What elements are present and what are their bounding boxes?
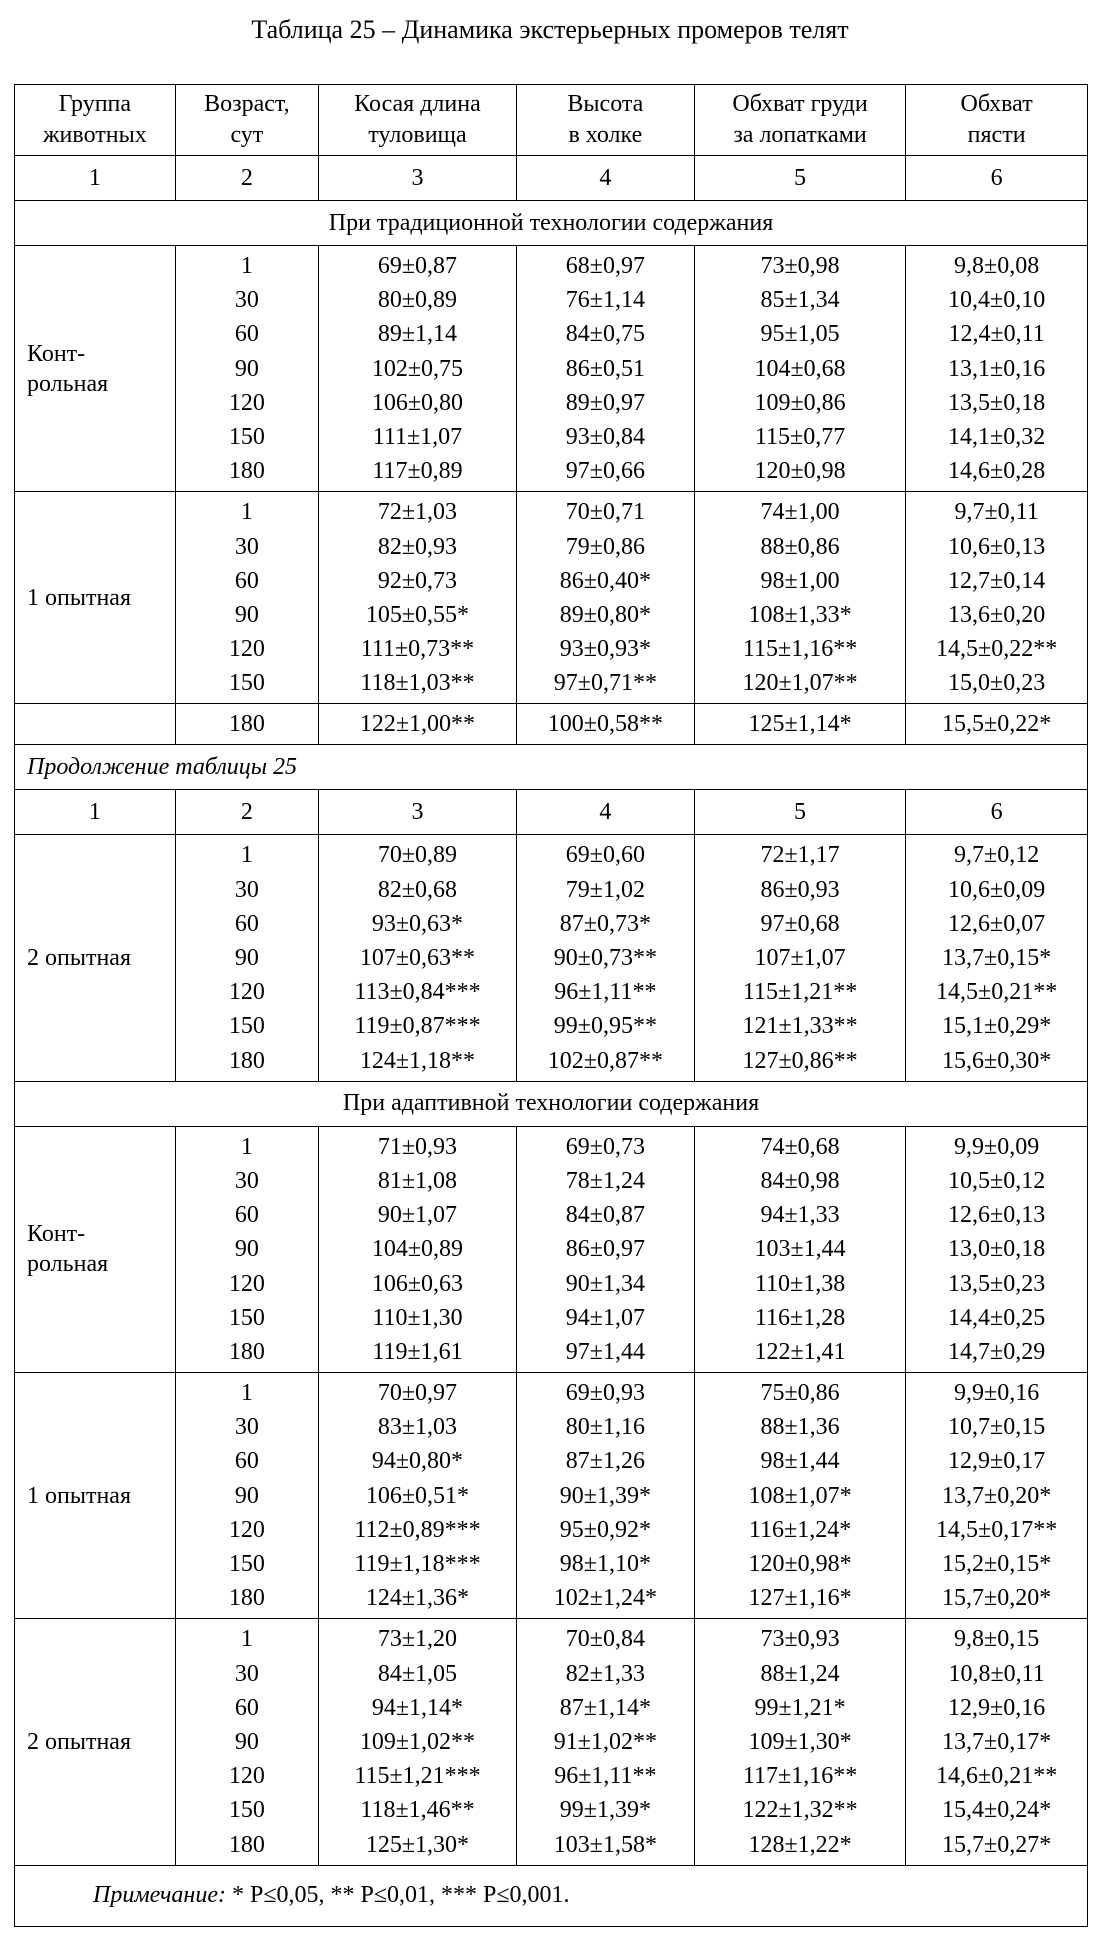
age-value: 180 <box>228 1831 265 1858</box>
measure-value: 128±1,22* <box>748 1831 852 1858</box>
measure-value: 104±0,89 <box>371 1236 464 1263</box>
measure-value: 124±1,18** <box>359 1047 476 1074</box>
measure-value: 115±1,21** <box>742 979 858 1006</box>
measure-value: 83±1,03 <box>377 1414 458 1441</box>
measure-value: 108±1,07* <box>748 1482 852 1509</box>
section-row-traditional <box>15 201 1088 246</box>
measure-value: 98±1,00 <box>760 567 840 594</box>
value-cell <box>319 1373 517 1619</box>
group-name-cell <box>15 1619 176 1865</box>
measure-value: 110±1,38 <box>754 1270 846 1297</box>
measure-value: 13,5±0,18 <box>948 389 1046 416</box>
value-cell <box>906 246 1088 492</box>
column-number: 1 <box>15 156 176 201</box>
measure-value: 13,7±0,15* <box>942 945 1052 971</box>
measure-value: 89±0,97 <box>565 389 645 416</box>
measure-value: 94±1,33 <box>760 1202 840 1229</box>
age-value: 30 <box>234 287 259 314</box>
measure-value: 73±0,93 <box>760 1626 840 1653</box>
header-cell: Косая длина туловища <box>319 85 517 156</box>
age-value: 1 <box>240 1380 253 1407</box>
column-number: 5 <box>694 790 905 835</box>
measure-value: 14,5±0,22** <box>936 636 1058 663</box>
measure-value: 96±1,11** <box>554 1763 657 1790</box>
measure-value: 86±0,40* <box>559 567 651 594</box>
group-label: 1 опытная <box>27 584 131 611</box>
value-cell <box>516 835 694 1081</box>
measure-value: 103±1,58* <box>553 1831 657 1858</box>
measure-value: 93±0,63* <box>371 910 464 937</box>
group-label: 2 опытная <box>27 1729 131 1756</box>
section-row-adaptive <box>15 1081 1088 1126</box>
measure-value: 122±1,41 <box>754 1338 846 1365</box>
group-label: рольная <box>27 370 109 397</box>
measure-value: 69±0,87 <box>377 253 458 279</box>
column-number-row <box>15 156 1088 201</box>
age-value: 120 <box>228 1763 265 1790</box>
measure-value: 109±1,30* <box>748 1728 852 1755</box>
group-label: Конт- <box>27 340 86 367</box>
table-title: Таблица 25 – Динамика экстерьерных промеров телят <box>251 15 849 44</box>
value-cell: 122±1,00** <box>319 704 517 745</box>
measure-value: 119±1,61 <box>372 1338 463 1365</box>
measure-value: 14,5±0,21** <box>936 979 1058 1006</box>
measure-value: 12,9±0,16 <box>948 1694 1046 1721</box>
note-label: Примечание: <box>93 1882 226 1909</box>
measure-value: 70±0,71 <box>565 499 645 526</box>
measurements-table <box>14 84 1088 1927</box>
measure-value: 14,6±0,28 <box>948 458 1046 485</box>
measure-value: 13,7±0,17* <box>942 1728 1052 1755</box>
column-number: 4 <box>516 790 694 835</box>
age-value: 90 <box>234 1236 259 1263</box>
measure-value: 10,6±0,09 <box>948 876 1046 903</box>
measure-value: 82±0,68 <box>377 876 458 903</box>
value-cell <box>319 1126 517 1372</box>
value-cell <box>694 1126 905 1372</box>
age-value: 60 <box>234 1448 259 1475</box>
measure-value: 85±1,34 <box>760 287 840 314</box>
value-cell <box>516 492 694 704</box>
age-cell <box>175 1373 318 1619</box>
measure-value: 87±1,26 <box>565 1448 645 1475</box>
measure-value: 94±0,80* <box>371 1448 464 1475</box>
measure-value: 119±1,18*** <box>354 1551 481 1577</box>
age-value: 180 <box>228 458 265 485</box>
age-value: 1 <box>240 253 253 279</box>
measure-value: 80±1,16 <box>565 1414 645 1441</box>
measure-value: 120±0,98 <box>754 458 846 485</box>
age-value: 60 <box>234 567 259 594</box>
group-label: рольная <box>27 1251 109 1278</box>
age-value: 120 <box>228 389 265 416</box>
measure-value: 74±0,68 <box>760 1133 840 1160</box>
measure-value: 88±1,36 <box>760 1414 840 1441</box>
value-cell <box>694 492 905 704</box>
age-value: 90 <box>234 355 259 382</box>
age-value: 120 <box>228 979 265 1006</box>
measure-value: 9,7±0,11 <box>954 499 1039 526</box>
measure-value: 13,5±0,23 <box>948 1270 1046 1297</box>
group-name-cell <box>15 492 176 704</box>
group-name-cell <box>15 835 176 1081</box>
group-label: Конт- <box>27 1221 86 1248</box>
measure-value: 90±1,07 <box>377 1202 458 1229</box>
measure-value: 120±1,07** <box>742 670 858 697</box>
measure-value: 111±0,73** <box>360 636 475 663</box>
measure-value: 15,0±0,23 <box>948 670 1046 697</box>
column-number: 4 <box>516 156 694 201</box>
section-title: При адаптивной технологии содержания <box>15 1081 1088 1126</box>
age-value: 30 <box>234 1660 259 1687</box>
measure-value: 15,2±0,15* <box>942 1551 1052 1577</box>
group-row <box>15 1126 1088 1372</box>
measure-value: 93±0,93* <box>559 636 651 663</box>
measure-value: 84±0,87 <box>565 1202 645 1229</box>
value-cell <box>516 246 694 492</box>
value-cell <box>906 492 1088 704</box>
measure-value: 89±1,14 <box>377 321 458 348</box>
measure-value: 97±1,44 <box>565 1338 645 1365</box>
age-value: 150 <box>228 1013 265 1040</box>
value-cell <box>319 1619 517 1865</box>
age-value: 60 <box>234 910 259 937</box>
measure-value: 74±1,00 <box>760 499 840 526</box>
measure-value: 69±0,60 <box>565 842 645 869</box>
measure-value: 15,7±0,20* <box>942 1585 1052 1612</box>
header-cell: Обхват груди за лопатками <box>694 85 905 156</box>
age-cell <box>175 246 318 492</box>
measure-value: 117±1,16** <box>742 1763 858 1790</box>
age-value: 30 <box>234 533 259 560</box>
value-cell <box>906 1373 1088 1619</box>
measure-value: 12,4±0,11 <box>948 321 1045 348</box>
value-cell <box>694 1619 905 1865</box>
measure-value: 84±0,75 <box>565 321 645 348</box>
measure-value: 9,8±0,15 <box>954 1626 1040 1653</box>
measure-value: 10,7±0,15 <box>948 1414 1046 1441</box>
age-value: 180 <box>228 1338 265 1365</box>
measure-value: 68±0,97 <box>565 253 645 279</box>
column-number: 3 <box>319 156 517 201</box>
age-value: 60 <box>234 321 259 348</box>
age-value: 150 <box>228 1797 265 1824</box>
age-value: 150 <box>228 423 265 450</box>
measure-value: 10,5±0,12 <box>948 1167 1046 1194</box>
age-value: 120 <box>228 636 265 663</box>
measure-value: 9,9±0,16 <box>954 1380 1040 1407</box>
group-row <box>15 246 1088 492</box>
column-number: 3 <box>319 790 517 835</box>
age-value: 30 <box>234 1414 259 1441</box>
note-cell <box>15 1865 1088 1926</box>
measure-value: 14,7±0,29 <box>948 1338 1046 1365</box>
age-value: 90 <box>234 1728 259 1755</box>
measure-value: 86±0,97 <box>565 1236 645 1263</box>
measure-value: 88±1,24 <box>760 1660 840 1687</box>
value-cell <box>694 835 905 1081</box>
measure-value: 97±0,71** <box>553 670 657 697</box>
group-row <box>15 1619 1088 1865</box>
measure-value: 106±0,63 <box>371 1270 464 1297</box>
value-cell <box>319 246 517 492</box>
group-label: 1 опытная <box>27 1482 131 1509</box>
measure-value: 127±0,86** <box>742 1047 858 1074</box>
measure-value: 75±0,86 <box>760 1380 840 1407</box>
measure-value: 118±1,46** <box>360 1797 475 1824</box>
measure-value: 12,9±0,17 <box>948 1448 1046 1475</box>
measure-value: 12,6±0,07 <box>948 910 1046 937</box>
age-cell <box>175 492 318 704</box>
measure-value: 112±0,89*** <box>354 1516 481 1543</box>
age-value: 30 <box>234 1167 259 1194</box>
group-label: 2 опытная <box>27 945 131 972</box>
value-cell <box>516 1373 694 1619</box>
measure-value: 102±0,75 <box>371 355 464 382</box>
measure-value: 107±0,63** <box>359 945 476 971</box>
age-value: 90 <box>234 945 259 971</box>
measure-value: 72±1,17 <box>760 842 840 869</box>
measure-value: 14,1±0,32 <box>948 423 1046 450</box>
measure-value: 116±1,28 <box>754 1304 846 1331</box>
age-value: 150 <box>228 1304 265 1331</box>
group-row <box>15 1373 1088 1619</box>
measure-value: 98±1,44 <box>760 1448 840 1475</box>
measure-value: 124±1,36* <box>365 1585 470 1612</box>
measure-value: 94±1,07 <box>565 1304 645 1331</box>
measure-value: 15,4±0,24* <box>942 1797 1052 1824</box>
table-row-last <box>15 704 1088 745</box>
measure-value: 99±1,39* <box>559 1797 651 1824</box>
measure-value: 97±0,68 <box>760 910 840 937</box>
group-name-cell <box>15 246 176 492</box>
measure-value: 87±1,14* <box>559 1694 651 1721</box>
measure-value: 120±0,98* <box>748 1551 852 1577</box>
measure-value: 96±1,11** <box>554 979 657 1006</box>
measure-value: 109±0,86 <box>754 389 846 416</box>
age-value: 120 <box>228 1270 265 1297</box>
group-name-cell <box>15 1126 176 1372</box>
column-number: 2 <box>175 156 318 201</box>
value-cell: 100±0,58** <box>516 704 694 745</box>
measure-value: 15,1±0,29* <box>942 1013 1052 1040</box>
measure-value: 89±0,80* <box>559 601 651 628</box>
measure-value: 9,8±0,08 <box>954 253 1040 279</box>
group-name-cell <box>15 1373 176 1619</box>
measure-value: 95±1,05 <box>760 321 840 348</box>
measure-value: 79±0,86 <box>565 533 645 560</box>
value-cell <box>694 246 905 492</box>
group-row <box>15 835 1088 1081</box>
measure-value: 87±0,73* <box>559 910 651 937</box>
measure-value: 111±1,07 <box>372 423 463 450</box>
measure-value: 86±0,51 <box>565 355 645 382</box>
age-cell <box>175 1619 318 1865</box>
measure-value: 121±1,33** <box>742 1013 858 1040</box>
measure-value: 13,0±0,18 <box>948 1236 1046 1263</box>
measure-value: 10,4±0,10 <box>948 287 1046 314</box>
measure-value: 81±1,08 <box>377 1167 458 1194</box>
header-cell: Высота в холке <box>516 85 694 156</box>
measure-value: 107±1,07 <box>754 945 846 971</box>
measure-value: 76±1,14 <box>565 287 645 314</box>
age-value: 1 <box>240 1626 253 1653</box>
measure-value: 113±0,84*** <box>354 979 481 1006</box>
measure-value: 13,7±0,20* <box>942 1482 1052 1509</box>
age-value: 90 <box>234 601 259 628</box>
header-cell: Группа животных <box>15 85 176 156</box>
value-cell <box>516 1619 694 1865</box>
measure-value: 13,1±0,16 <box>948 355 1046 382</box>
age-value: 150 <box>228 1551 265 1577</box>
age-cell: 180 <box>175 704 318 745</box>
measure-value: 9,7±0,12 <box>954 842 1040 869</box>
value-cell <box>319 835 517 1081</box>
measure-value: 106±0,80 <box>371 389 464 416</box>
measure-value: 99±1,21* <box>754 1694 846 1721</box>
group-row <box>15 492 1088 704</box>
column-number: 5 <box>694 156 905 201</box>
age-value: 60 <box>234 1694 259 1721</box>
measure-value: 90±0,73** <box>553 945 657 971</box>
measure-value: 80±0,89 <box>377 287 458 314</box>
measure-value: 69±0,73 <box>565 1133 645 1160</box>
age-value: 120 <box>228 1516 265 1543</box>
value-cell <box>516 1126 694 1372</box>
column-number: 6 <box>906 156 1088 201</box>
measure-value: 108±1,33* <box>748 601 852 628</box>
measure-value: 70±0,89 <box>377 842 458 869</box>
age-value: 1 <box>240 499 253 526</box>
measure-value: 15,6±0,30* <box>942 1047 1052 1074</box>
measure-value: 13,6±0,20 <box>948 601 1046 628</box>
measure-value: 88±0,86 <box>760 533 840 560</box>
age-value: 180 <box>228 1047 265 1074</box>
age-value: 60 <box>234 1202 259 1229</box>
measure-value: 105±0,55* <box>365 601 470 628</box>
measure-value: 14,4±0,25 <box>948 1304 1046 1331</box>
measure-value: 15,7±0,27* <box>942 1831 1052 1858</box>
value-cell: 15,5±0,22* <box>906 704 1088 745</box>
age-value: 1 <box>240 842 253 869</box>
measure-value: 109±1,02** <box>359 1728 476 1755</box>
group-cell-empty <box>15 704 176 745</box>
measure-value: 78±1,24 <box>565 1167 645 1194</box>
value-cell <box>906 835 1088 1081</box>
measure-value: 104±0,68 <box>754 355 846 382</box>
measure-value: 117±0,89 <box>372 458 463 485</box>
column-number-row <box>15 790 1088 835</box>
column-number: 1 <box>15 790 176 835</box>
measure-value: 10,8±0,11 <box>948 1660 1045 1687</box>
measure-value: 84±1,05 <box>377 1660 458 1687</box>
measure-value: 12,7±0,14 <box>948 567 1046 594</box>
measure-value: 70±0,84 <box>565 1626 645 1653</box>
measure-value: 14,6±0,21** <box>936 1763 1058 1790</box>
header-cell: Обхват пясти <box>906 85 1088 156</box>
value-cell <box>906 1619 1088 1865</box>
continuation-row <box>15 745 1088 790</box>
measure-value: 102±1,24* <box>553 1585 657 1612</box>
measure-value: 86±0,93 <box>760 876 840 903</box>
value-cell <box>906 1126 1088 1372</box>
age-value: 90 <box>234 1482 259 1509</box>
measure-value: 69±0,93 <box>565 1380 645 1407</box>
measure-value: 84±0,98 <box>760 1167 840 1194</box>
measure-value: 102±0,87** <box>547 1047 663 1074</box>
age-value: 180 <box>228 1585 265 1612</box>
measure-value: 90±1,39* <box>559 1482 651 1509</box>
age-cell <box>175 1126 318 1372</box>
measure-value: 91±1,02** <box>553 1728 657 1755</box>
measure-value: 115±0,77 <box>754 423 846 450</box>
column-number: 6 <box>906 790 1088 835</box>
measure-value: 73±1,20 <box>377 1626 458 1653</box>
measure-value: 115±1,16** <box>742 636 858 663</box>
measure-value: 10,6±0,13 <box>948 533 1046 560</box>
measure-value: 106±0,51* <box>365 1482 470 1509</box>
note-row <box>15 1865 1088 1926</box>
measure-value: 82±0,93 <box>377 533 458 560</box>
measure-value: 9,9±0,09 <box>954 1133 1040 1160</box>
measure-value: 118±1,03** <box>360 670 475 697</box>
measure-value: 103±1,44 <box>754 1236 846 1263</box>
measure-value: 72±1,03 <box>377 499 458 526</box>
age-value: 150 <box>228 670 265 697</box>
continuation-label: Продолжение таблицы 25 <box>15 745 1088 790</box>
measure-value: 93±0,84 <box>565 423 645 450</box>
measure-value: 122±1,32** <box>742 1797 858 1824</box>
note-text: * P≤0,05, ** P≤0,01, *** P≤0,001. <box>225 1882 570 1909</box>
value-cell <box>694 1373 905 1619</box>
measure-value: 70±0,97 <box>377 1380 458 1407</box>
age-value: 1 <box>240 1133 253 1160</box>
measure-value: 12,6±0,13 <box>948 1202 1046 1229</box>
measure-value: 92±0,73 <box>377 567 458 594</box>
measure-value: 82±1,33 <box>565 1660 645 1687</box>
measure-value: 99±0,95** <box>553 1013 657 1040</box>
value-cell <box>319 492 517 704</box>
value-cell: 125±1,14* <box>694 704 905 745</box>
measure-value: 90±1,34 <box>565 1270 645 1297</box>
measure-value: 119±0,87*** <box>354 1013 481 1040</box>
measure-value: 125±1,30* <box>365 1831 470 1858</box>
column-number: 2 <box>175 790 318 835</box>
measure-value: 14,5±0,17** <box>936 1516 1058 1543</box>
measure-value: 97±0,66 <box>565 458 645 485</box>
measure-value: 79±1,02 <box>565 876 645 903</box>
measure-value: 127±1,16* <box>748 1585 852 1612</box>
section-title: При традиционной технологии содержания <box>15 201 1088 246</box>
measure-value: 115±1,21*** <box>354 1763 481 1790</box>
measure-value: 98±1,10* <box>559 1551 651 1577</box>
age-value: 30 <box>234 876 259 903</box>
header-cell: Возраст, сут <box>175 85 318 156</box>
measure-value: 110±1,30 <box>372 1304 463 1331</box>
measure-value: 73±0,98 <box>760 253 840 279</box>
measure-value: 116±1,24* <box>748 1516 852 1543</box>
measure-value: 95±0,92* <box>559 1516 651 1543</box>
header-row <box>15 85 1088 156</box>
measure-value: 71±0,93 <box>377 1133 458 1160</box>
measure-value: 94±1,14* <box>371 1694 464 1721</box>
age-cell <box>175 835 318 1081</box>
